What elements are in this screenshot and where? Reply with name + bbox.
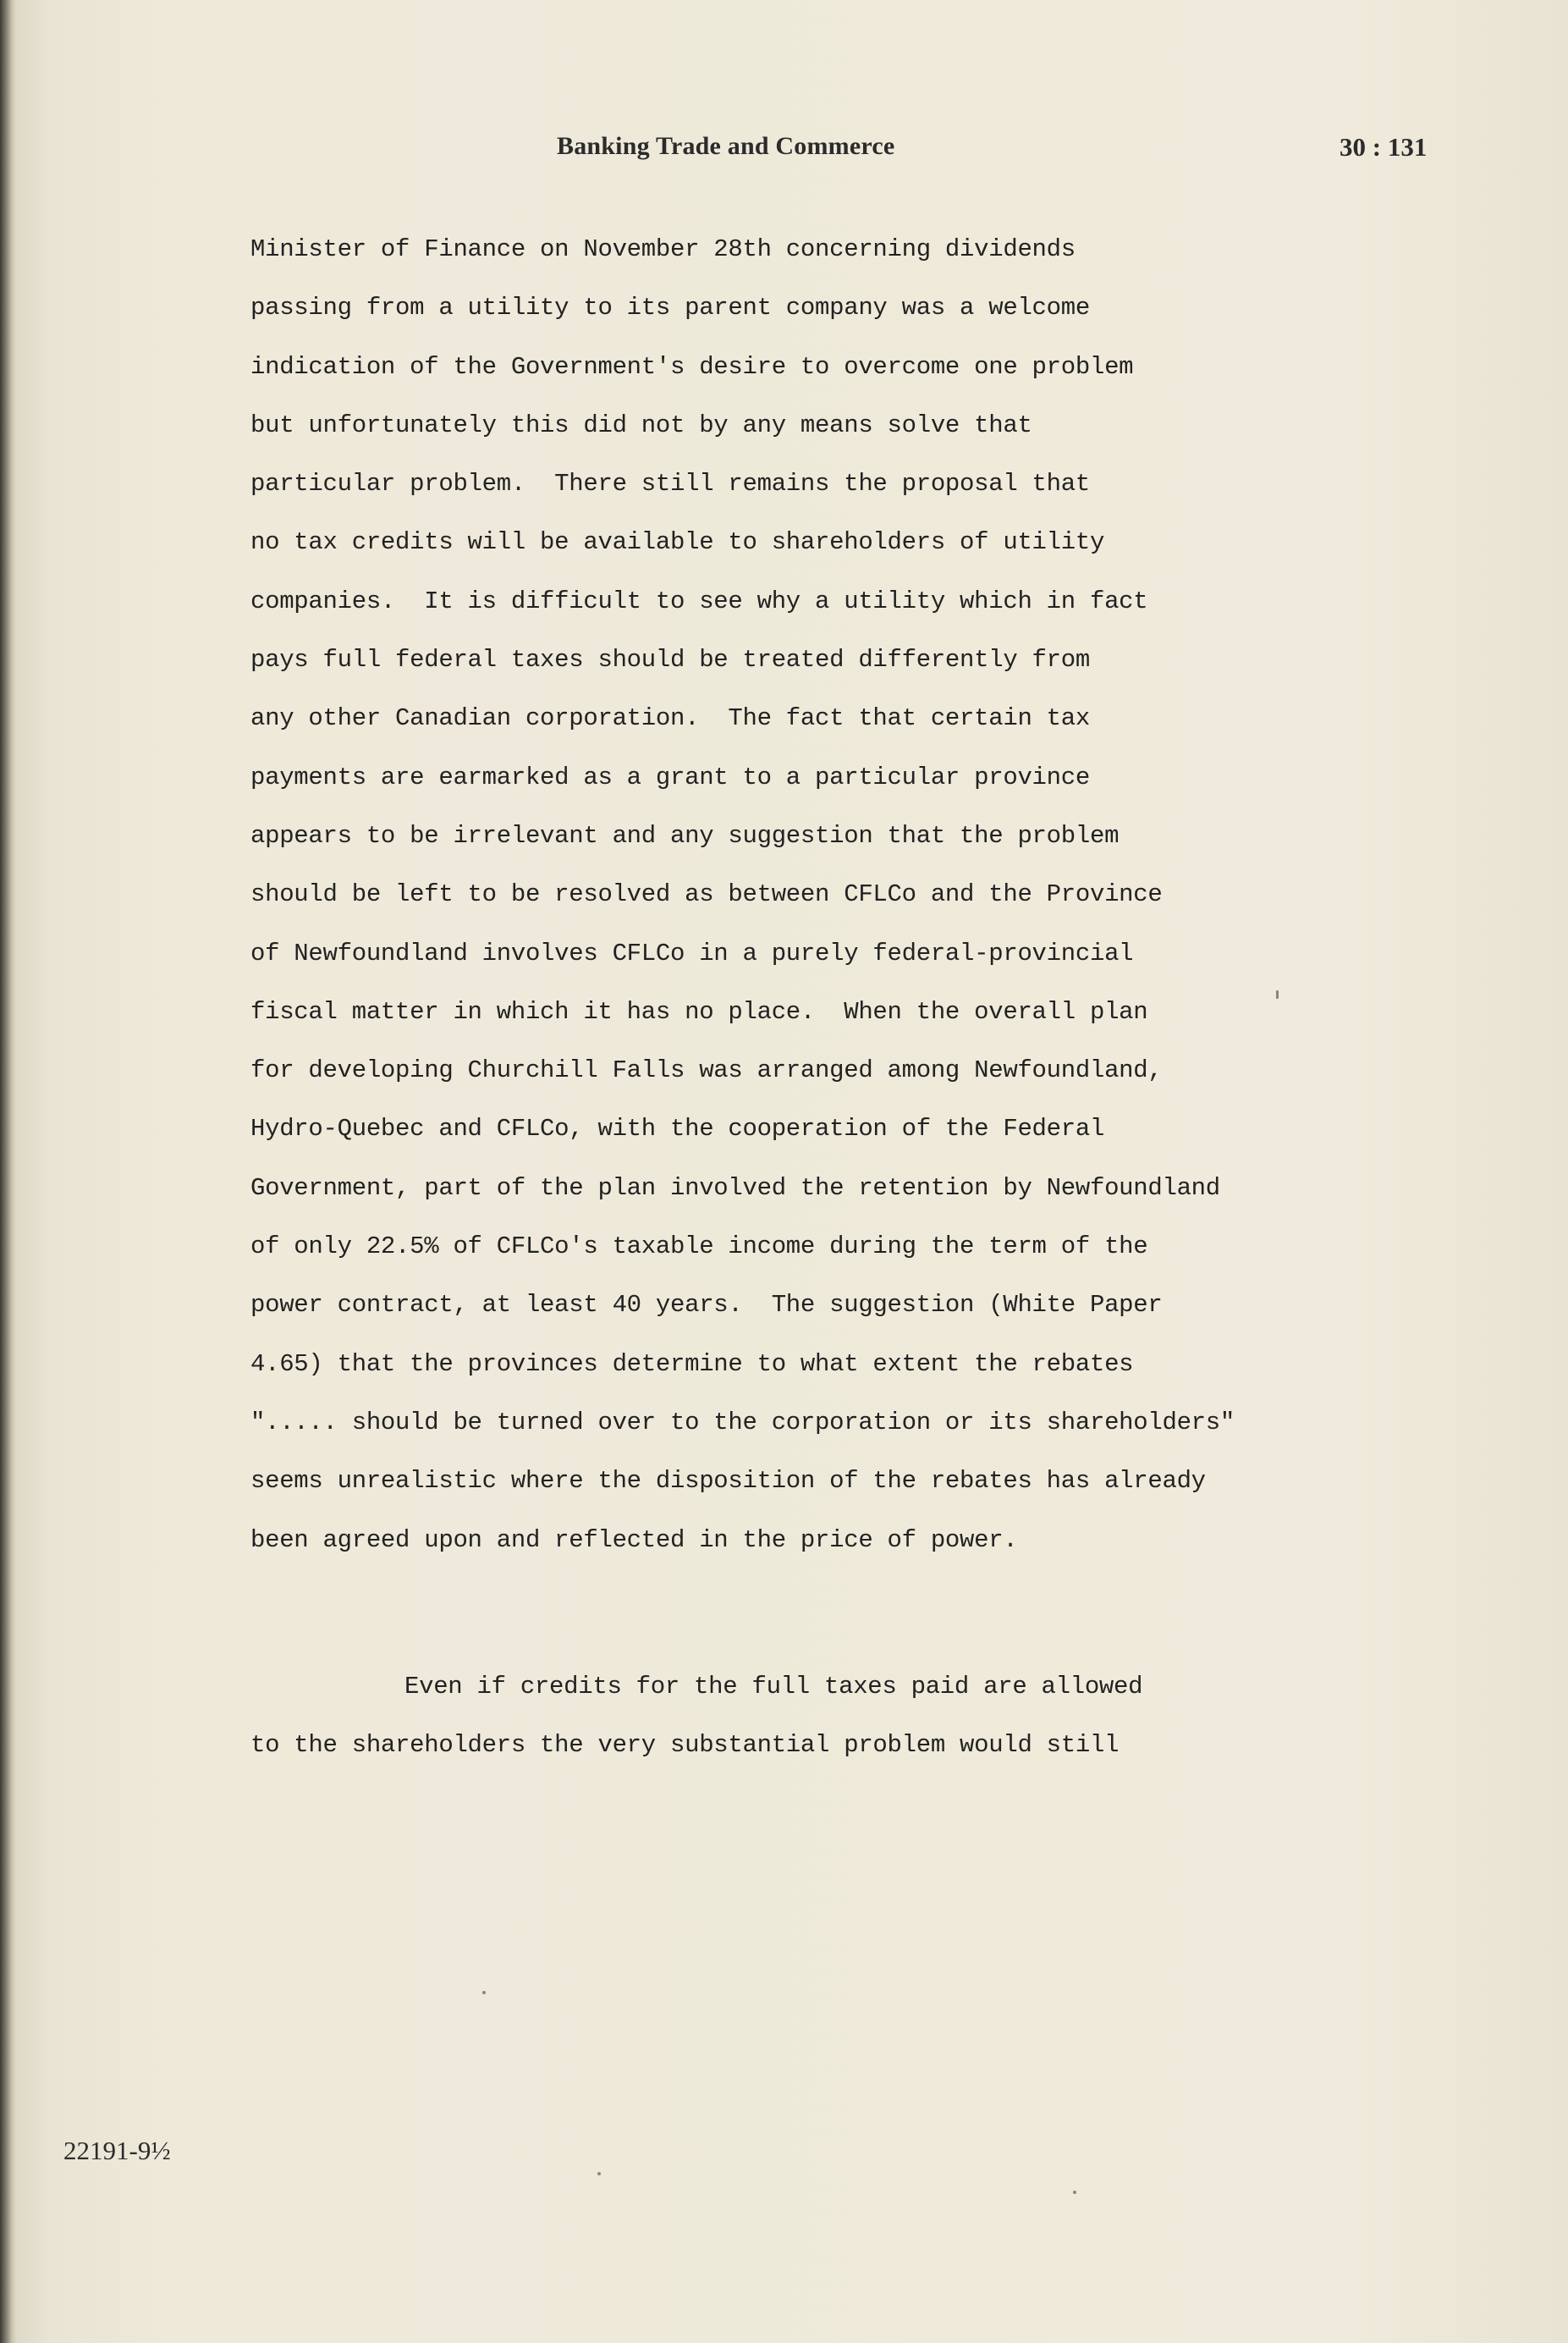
text-line: of Newfoundland involves CFLCo in a purely federal-provincial: [250, 939, 1134, 968]
text-line: companies. It is difficult to see why a utility which in fact: [250, 587, 1148, 615]
header-title: Banking Trade and Commerce: [557, 132, 895, 160]
text-line: "..... should be turned over to the corporation or its shareholders": [250, 1408, 1235, 1436]
paragraph-2: [250, 1657, 1351, 1775]
text-line: should be left to be resolved as between CFLCo and the Province: [250, 880, 1163, 909]
paragraph-gap: [250, 1569, 1351, 1657]
text-line: particular problem. There still remains the proposal that: [250, 470, 1090, 499]
body-text: [250, 220, 1351, 1774]
text-line: appears to be irrelevant and any suggestion that the problem: [250, 821, 1120, 850]
binding-edge: [0, 0, 17, 2343]
text-line: of only 22.5% of CFLCo's taxable income during the term of the: [250, 1232, 1148, 1261]
text-line: to the shareholders the very substantial problem would still: [250, 1731, 1120, 1760]
text-line: 4.65) that the provinces determine to what extent the rebates: [250, 1349, 1134, 1378]
text-line: Even if credits for the full taxes paid are allowed: [404, 1672, 1143, 1701]
page-header: [0, 132, 1568, 174]
text-line: pays full federal taxes should be treated differently from: [250, 646, 1090, 675]
text-line: Minister of Finance on November 28th concerning dividends: [250, 235, 1076, 263]
text-line: payments are earmarked as a grant to a particular province: [250, 763, 1090, 791]
paper-speck: [597, 2172, 601, 2175]
paragraph-1: [250, 220, 1351, 1569]
text-line: power contract, at least 40 years. The suggestion (White Paper: [250, 1291, 1163, 1320]
text-line: but unfortunately this did not by any means solve that: [250, 411, 1032, 439]
text-line: Hydro-Quebec and CFLCo, with the cooperation of the Federal: [250, 1115, 1105, 1144]
text-line: seems unrealistic where the disposition of the rebates has already: [250, 1467, 1206, 1496]
paper-speck: [482, 1991, 486, 1994]
text-line: been agreed upon and reflected in the price of power.: [250, 1525, 1018, 1554]
text-line: passing from a utility to its parent company was a welcome: [250, 294, 1090, 323]
printer-signature-mark: 22191-9½: [63, 2136, 171, 2165]
text-line: no tax credits will be available to shareholders of utility: [250, 528, 1105, 557]
text-line: any other Canadian corporation. The fact that certain tax: [250, 704, 1090, 733]
page-number: 30 : 131: [1340, 132, 1428, 162]
text-line: fiscal matter in which it has no place. When the overall plan: [250, 997, 1148, 1026]
text-line: Government, part of the plan involved the retention by Newfoundland: [250, 1173, 1220, 1202]
paper-speck: [1073, 2191, 1076, 2194]
paper-speck: [1276, 990, 1279, 999]
text-line: indication of the Government's desire to overcome one problem: [250, 352, 1134, 381]
text-line: for developing Churchill Falls was arranged among Newfoundland,: [250, 1056, 1163, 1085]
